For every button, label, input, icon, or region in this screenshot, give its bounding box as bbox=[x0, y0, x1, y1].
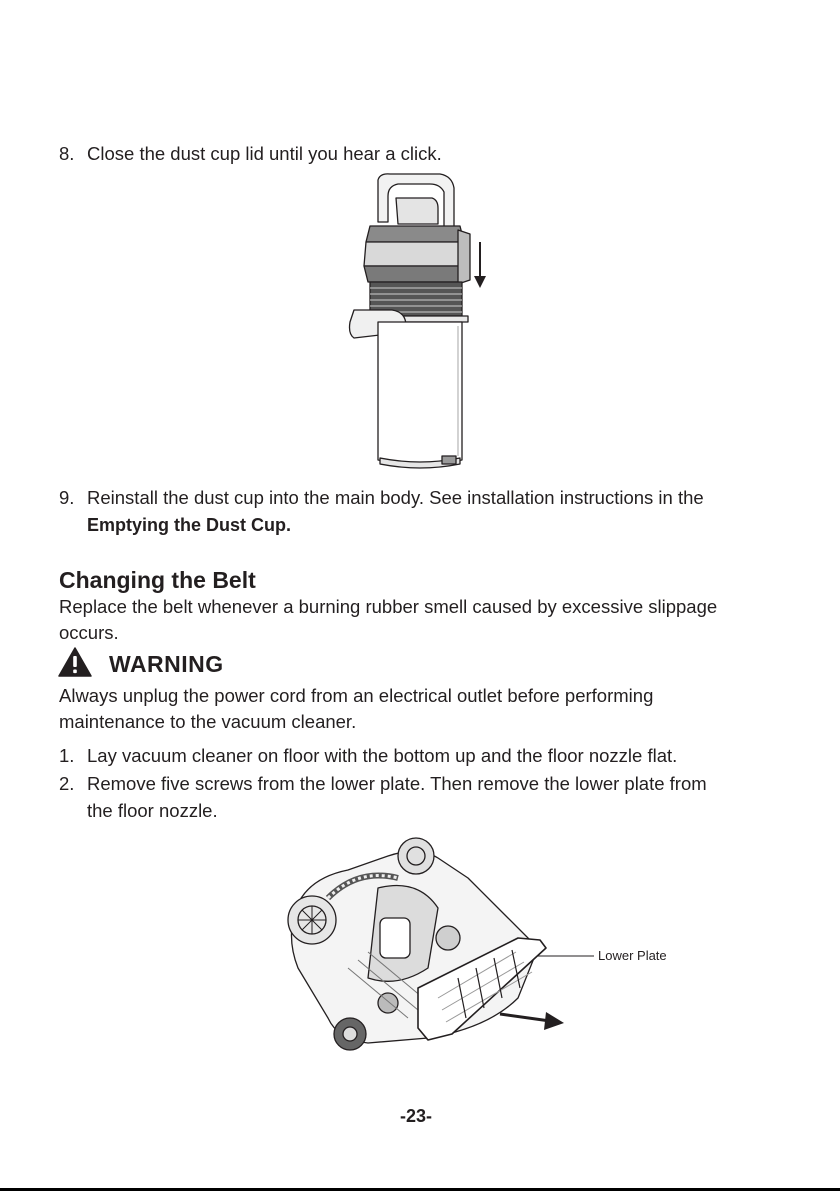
arrow-down-icon bbox=[474, 242, 486, 288]
vacuum-underside-illustration bbox=[268, 828, 688, 1060]
warning-label: WARNING bbox=[109, 651, 224, 677]
step-number: 9. bbox=[59, 487, 75, 508]
step-text: Close the dust cup lid until you hear a click. bbox=[87, 143, 442, 164]
section-intro-line2: occurs. bbox=[59, 622, 119, 643]
step-2 bbox=[59, 771, 707, 797]
warning-triangle-icon bbox=[58, 647, 92, 677]
section-title: Changing the Belt bbox=[59, 567, 256, 593]
step-text: Lay vacuum cleaner on floor with the bottom up and the floor nozzle flat. bbox=[87, 745, 678, 766]
step-text: Remove five screws from the lower plate. Then remove the lower plate from bbox=[87, 773, 707, 794]
step-2-continued: the floor nozzle. bbox=[87, 800, 218, 821]
step-number: 1. bbox=[59, 745, 75, 766]
lower-plate-callout: Lower Plate bbox=[598, 948, 667, 963]
warning-text-line2: maintenance to the vacuum cleaner. bbox=[59, 711, 357, 732]
page-number: -23- bbox=[400, 1106, 433, 1126]
step-8 bbox=[59, 141, 442, 167]
dust-cup-illustration bbox=[340, 170, 500, 472]
step-1 bbox=[59, 743, 677, 769]
warning-text-line1: Always unplug the power cord from an electrical outlet before performing bbox=[59, 685, 654, 706]
section-intro-line1: Replace the belt whenever a burning rubber smell caused by excessive slippage bbox=[59, 596, 718, 617]
step-9 bbox=[59, 485, 704, 511]
cross-reference: Emptying the Dust Cup. bbox=[87, 515, 291, 535]
step-number: 2. bbox=[59, 773, 75, 794]
step-text: Reinstall the dust cup into the main body. See installation instructions in the bbox=[87, 487, 704, 508]
arrow-right-icon bbox=[500, 1012, 564, 1030]
step-number: 8. bbox=[59, 143, 75, 164]
